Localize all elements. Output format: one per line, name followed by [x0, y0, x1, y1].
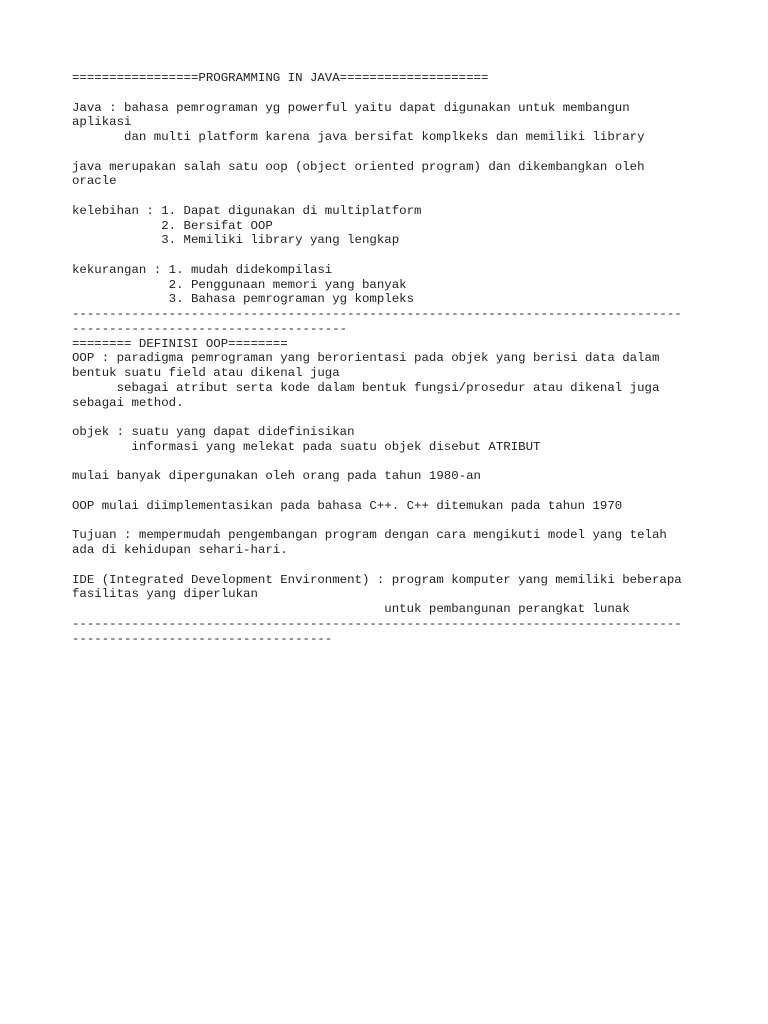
text-line: 3. Bahasa pemrograman yg kompleks: [72, 292, 415, 307]
text-line: informasi yang melekat pada suatu objek disebut ATRIBUT: [72, 439, 541, 454]
text-line: [72, 514, 712, 529]
text-line: sebagai atribut serta kode dalam bentuk fungsi/prosedur atau dikenal juga: [72, 380, 660, 395]
text-line: OOP : paradigma pemrograman yang berorientasi pada objek yang berisi data dalam: [72, 351, 660, 366]
text-line: 2. Penggunaan memori yang banyak: [72, 277, 407, 292]
text-line: =================PROGRAMMING IN JAVA====================: [72, 71, 489, 85]
text-line: IDE (Integrated Development Environment) : program komputer yang memiliki beberapa: [72, 572, 682, 587]
text-line: [72, 189, 712, 204]
text-line: objek : suatu yang dapat didefinisikan: [72, 425, 355, 439]
text-line: [72, 248, 712, 263]
text-line: -----------------------------------: [72, 631, 333, 646]
text-line: ======== DEFINISI OOP========: [72, 336, 288, 351]
text-line: kekurangan : 1. mudah didekompilasi: [72, 262, 333, 277]
text-line: kelebihan : 1. Dapat digunakan di multiplatform: [72, 203, 422, 218]
text-line: java merupakan salah satu oop (object oriented program) dan dikembangkan oleh: [72, 159, 645, 174]
text-line: ----------------------------------------------------------------------------------: [72, 616, 682, 631]
text-line: dan multi platform karena java bersifat komplkeks dan memiliki library: [72, 130, 645, 144]
text-line: OOP mulai diimplementasikan pada bahasa C++. C++ ditemukan pada tahun 1970: [72, 498, 623, 513]
text-line: ----------------------------------------------------------------------------------: [72, 307, 682, 321]
text-line: sebagai method.: [72, 395, 184, 410]
text-line: ada di kehidupan sehari-hari.: [72, 543, 288, 557]
text-line: [72, 484, 712, 499]
text-line: [72, 558, 712, 573]
text-line: [72, 455, 712, 470]
text-line: 2. Bersifat OOP: [72, 218, 273, 233]
text-line: untuk pembangunan perangkat lunak: [72, 602, 630, 616]
text-line: mulai banyak dipergunakan oleh orang pada tahun 1980-an: [72, 469, 481, 484]
text-line: -------------------------------------: [72, 321, 348, 336]
text-line: Java : bahasa pemrograman yg powerful yaitu dapat digunakan untuk membangun: [72, 100, 630, 115]
text-line: Tujuan : mempermudah pengembangan program dengan cara mengikuti model yang telah: [72, 528, 667, 543]
text-line: oracle: [72, 174, 117, 189]
text-line: [72, 410, 712, 425]
text-line: [72, 86, 712, 101]
document-text: [72, 71, 712, 646]
text-line: aplikasi: [72, 115, 132, 130]
text-line: fasilitas yang diperlukan: [72, 587, 258, 602]
text-line: bentuk suatu field atau dikenal juga: [72, 366, 340, 380]
text-line: [72, 145, 712, 160]
text-line: 3. Memiliki library yang lengkap: [72, 233, 400, 248]
